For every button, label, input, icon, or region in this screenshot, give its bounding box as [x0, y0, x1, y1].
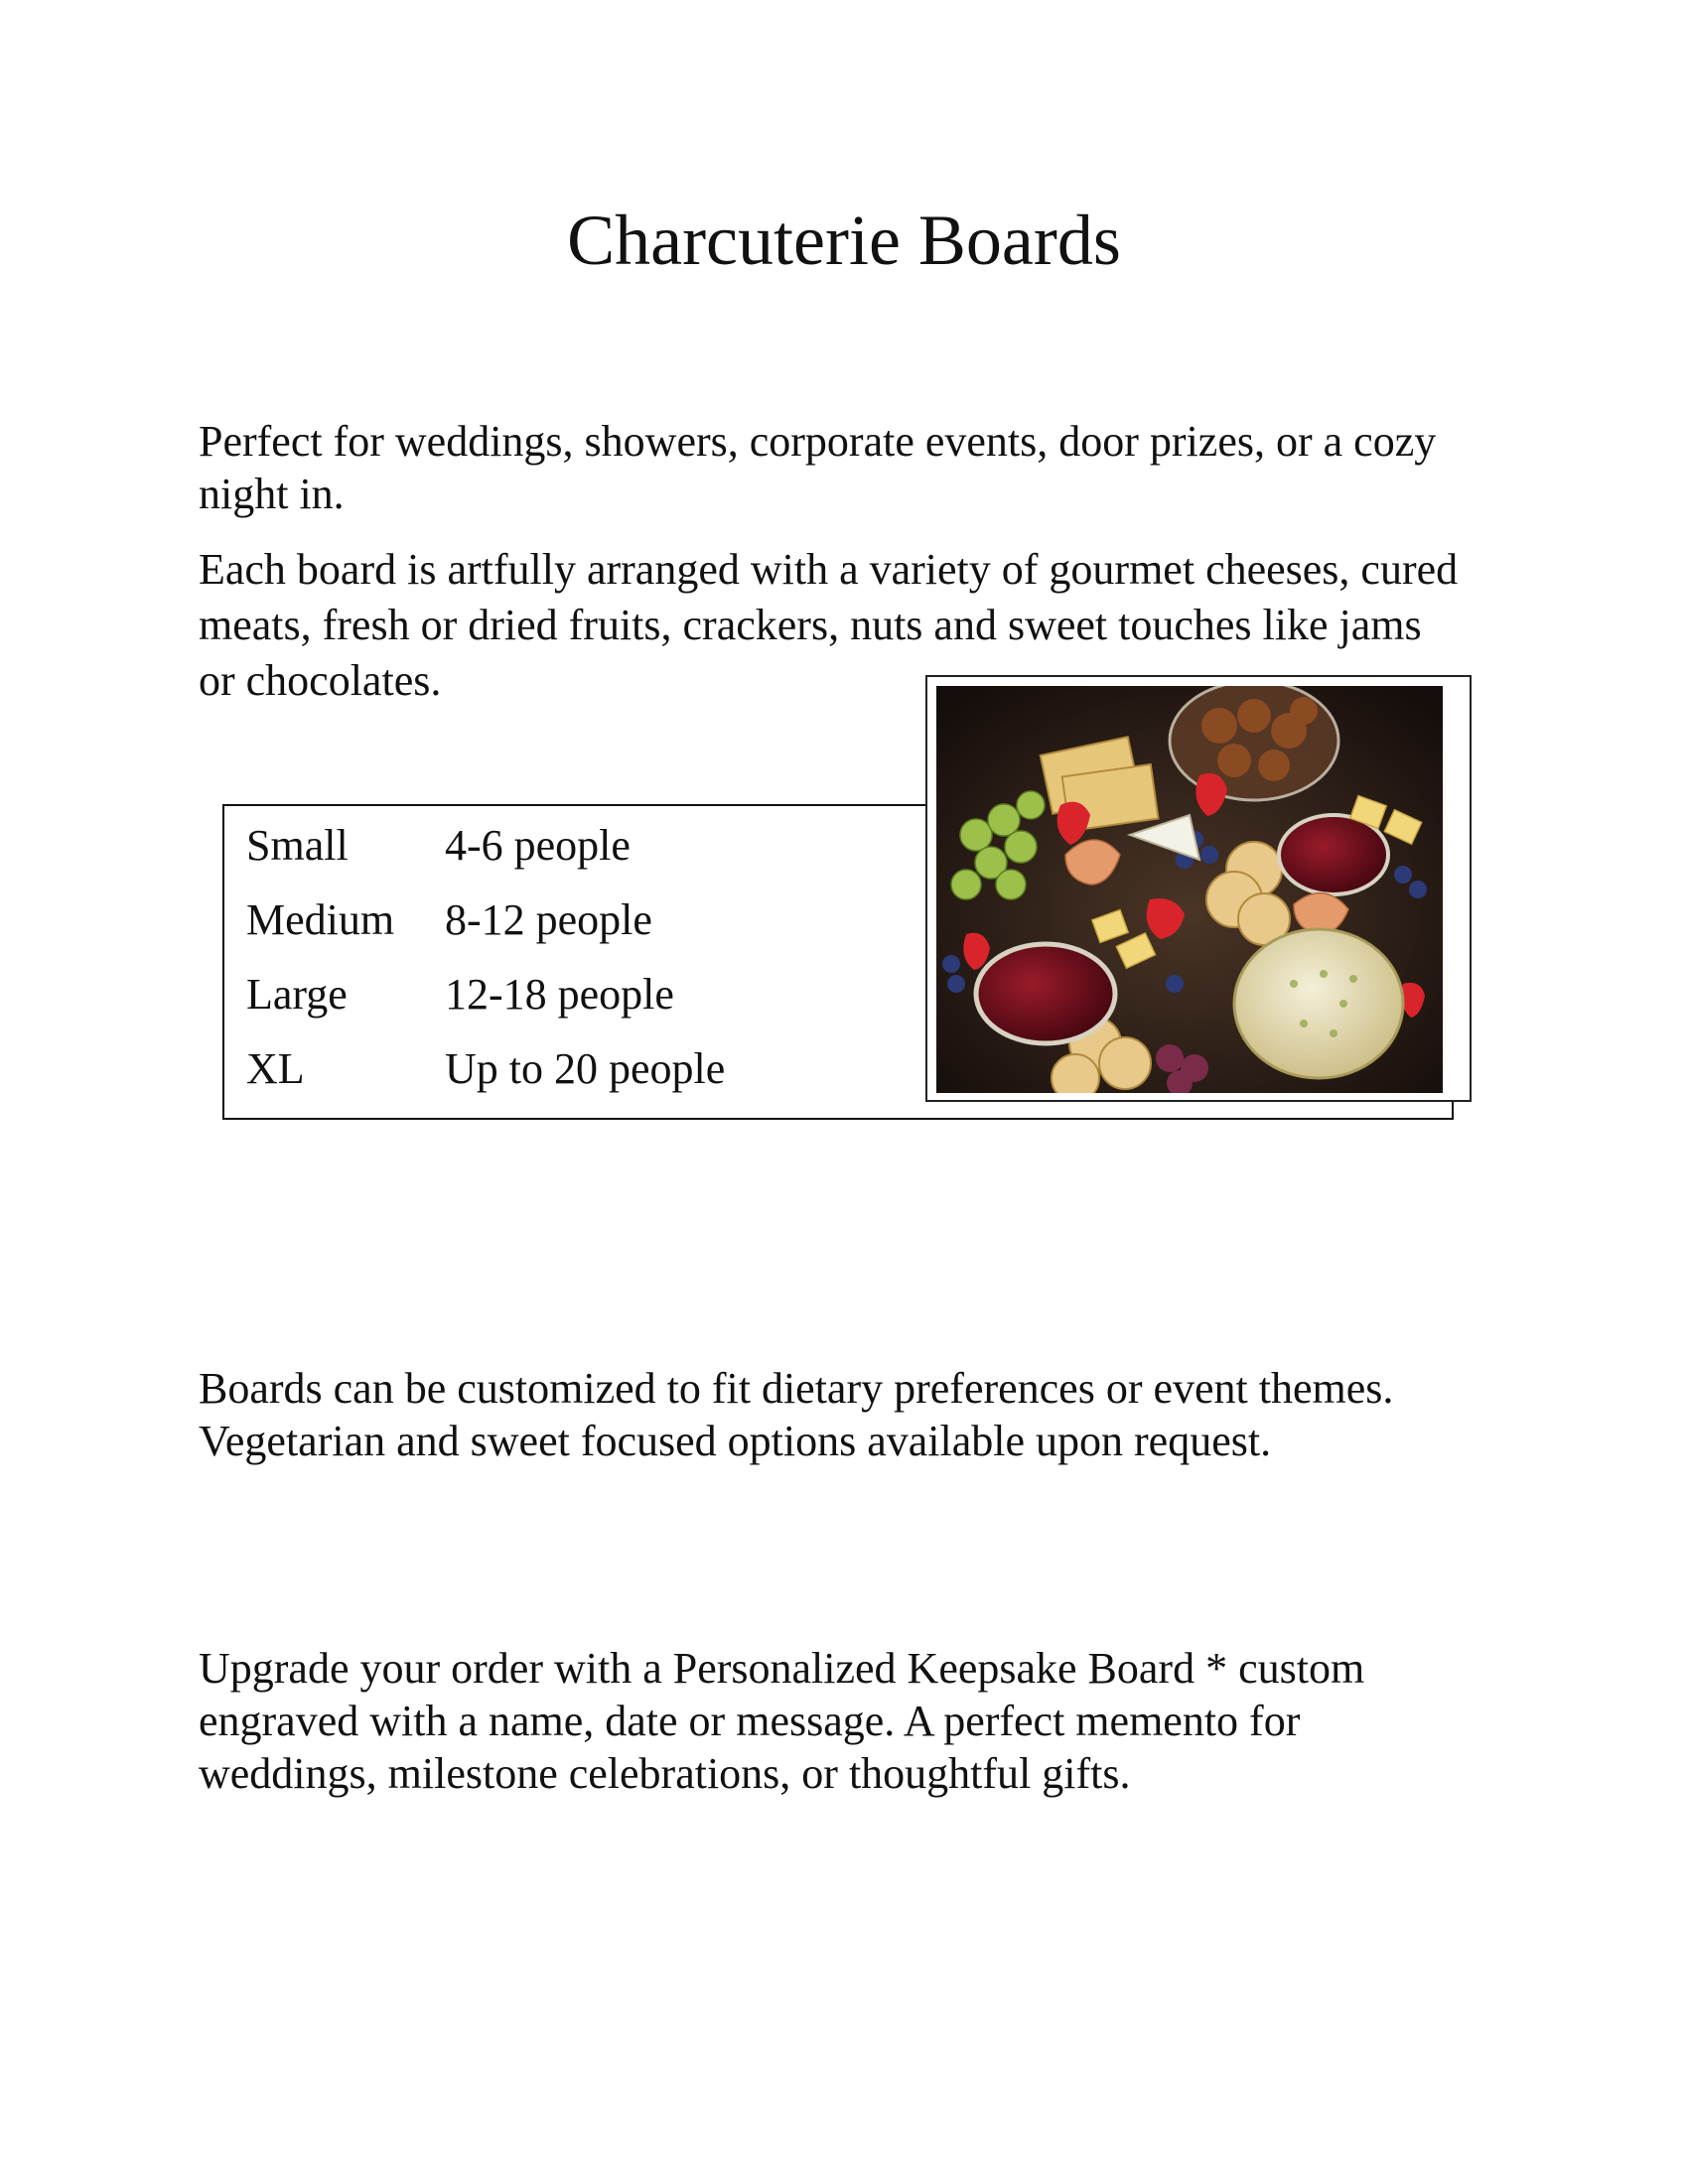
size-name: Large [246, 970, 348, 1019]
size-serves: 4-6 people [445, 821, 631, 870]
size-name: XL [246, 1044, 305, 1093]
intro-paragraph-contents: Each board is artfully arranged with a variety of gourmet cheeses, cured meats, fresh or dried fruits, crackers, nuts and sweet touches like jams or chocolates. [199, 545, 1459, 705]
size-name: Medium [246, 895, 395, 944]
intro-paragraph-occasions: Perfect for weddings, showers, corporate events, door prizes, or a cozy night in. [199, 417, 1437, 518]
size-row-large [246, 965, 674, 1024]
size-row-medium [246, 890, 652, 950]
charcuterie-board-photo-icon [936, 686, 1443, 1093]
size-row-xl [246, 1039, 725, 1099]
size-row-small [246, 816, 631, 876]
size-serves: 12-18 people [445, 970, 674, 1019]
size-serves: 8-12 people [445, 895, 652, 944]
upgrade-paragraph: Upgrade your order with a Personalized Keepsake Board * custom engraved with a name, date or message. A perfect memento for weddings, milestone celebrations, or thoughtful gifts. [199, 1644, 1365, 1798]
customization-paragraph: Boards can be customized to fit dietary preferences or event themes. Vegetarian and sweet focused options available upon request. [199, 1364, 1394, 1465]
size-name: Small [246, 821, 349, 870]
charcuterie-photo-frame [925, 675, 1472, 1102]
size-serves: Up to 20 people [445, 1044, 726, 1093]
page-title: Charcuterie Boards [567, 201, 1121, 280]
